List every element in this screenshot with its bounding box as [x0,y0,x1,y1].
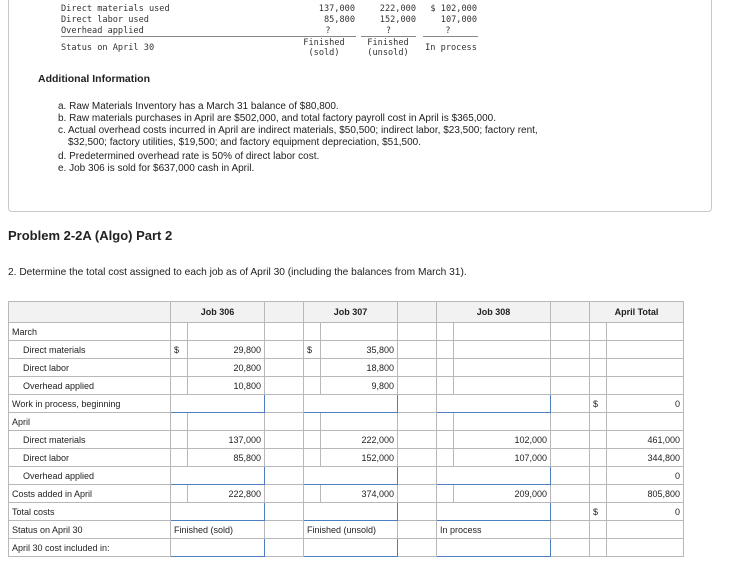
top-row-label-1: Direct labor used [61,15,149,25]
top-307-0: 222,000 [379,4,416,14]
cell-value: 10,800 [188,377,265,395]
cell-value: 0 [607,395,684,413]
top-row-label-0: Direct materials used [61,4,170,14]
cell-value: 461,000 [607,431,684,449]
wip-beginning-308-input[interactable] [437,395,551,413]
divider [61,36,301,37]
cell-value: 0 [607,503,684,521]
total-costs-308-input[interactable] [437,503,551,521]
cell-value: 137,000 [188,431,265,449]
row-label: Direct labor [9,449,171,467]
row-label: Direct labor [9,359,171,377]
divider [361,36,416,37]
row-label: Status on April 30 [9,521,171,539]
cell-value: 102,000 [454,431,551,449]
cell-value: 374,000 [321,485,398,503]
top-307-2: ? [385,26,392,36]
job-cost-table [8,301,684,557]
top-status-308: In process [425,43,477,53]
table-row [9,539,684,557]
top-306-2: ? [325,26,331,36]
header-april-total: April Total [590,302,684,323]
divider [301,36,356,37]
cell-value: 18,800 [321,359,398,377]
status-306: Finished (sold) [171,521,265,539]
top-status-306: Finished (sold) [303,38,345,58]
cell-value: 209,000 [454,485,551,503]
wip-beginning-307-input[interactable] [304,395,398,413]
info-item-c-cont: $32,500; factory utilities, $19,500; and factory equipment depreciation, $51,500. [68,137,422,148]
info-item-c: c. Actual overhead costs incurred in April are indirect materials, $50,500; indirect labor, $23,500; factory rent, [58,125,538,136]
row-label: Costs added in April [9,485,171,503]
table-row: Total costs $ 0 [9,503,684,521]
header-job-308: Job 308 [437,302,551,323]
cell-value: 152,000 [321,449,398,467]
top-status-307: Finished (unsold) [367,38,409,58]
cell-value: 85,800 [188,449,265,467]
top-308-0: $ 102,000 [430,4,477,14]
status-307: Finished (unsold) [304,521,398,539]
row-label: April [9,413,171,431]
table-row [9,359,684,377]
info-item-b: b. Raw materials purchases in April are $502,000, and total factory payroll cost in April is $365,000. [58,113,497,124]
top-306-1: 85,800 [323,15,355,25]
info-item-a: a. Raw Materials Inventory has a March 31 balance of $80,800. [58,101,339,112]
divider [423,36,478,37]
cell-value: 344,800 [607,449,684,467]
table-row [9,323,684,341]
cell-value: 29,800 [188,341,265,359]
table-row [9,485,684,503]
top-row-label-2: Overhead applied [61,26,144,36]
info-item-d: d. Predetermined overhead rate is 50% of direct labor cost. [58,151,320,162]
cell-value: 20,800 [188,359,265,377]
info-item-e: e. Job 306 is sold for $637,000 cash in April. [58,163,255,174]
row-label: March [9,323,171,341]
row-label: April 30 cost included in: [9,539,171,557]
table-row [9,377,684,395]
top-308-2: ? [445,26,451,36]
row-label: Overhead applied [9,467,171,485]
cell-value: 805,800 [607,485,684,503]
header-job-307: Job 307 [304,302,398,323]
total-costs-306-input[interactable] [171,503,265,521]
table-row: Work in process, beginning $ 0 [9,395,684,413]
table-row [9,431,684,449]
row-label: Overhead applied [9,377,171,395]
top-status-label: Status on April 30 [61,43,155,53]
cell-value: 35,800 [321,341,398,359]
overhead-307-input[interactable] [304,467,398,485]
table-row [9,467,684,485]
top-307-1: 152,000 [379,15,416,25]
row-label: Direct materials [9,431,171,449]
april30-308-select[interactable] [437,539,551,557]
cell-value: 9,800 [321,377,398,395]
april30-306-select[interactable] [171,539,265,557]
cell-value: 0 [607,467,684,485]
april30-307-select[interactable] [304,539,398,557]
question-text: 2. Determine the total cost assigned to each job as of April 30 (including the balances from March 31). [8,267,467,278]
table-header-row [9,302,684,323]
total-costs-307-input[interactable] [304,503,398,521]
table-row [9,413,684,431]
table-row [9,449,684,467]
row-label: Direct materials [9,341,171,359]
top-308-1: 107,000 [440,15,477,25]
table-row: Direct materials $ 29,800 $ 35,800 [9,341,684,359]
cell-value: 222,800 [188,485,265,503]
problem-title: Problem 2-2A (Algo) Part 2 [8,228,173,243]
additional-info-heading: Additional Information [38,73,150,85]
status-308: In process [437,521,551,539]
row-label: Work in process, beginning [9,395,171,413]
overhead-306-input[interactable] [171,467,265,485]
overhead-308-input[interactable] [437,467,551,485]
row-label: Total costs [9,503,171,521]
top-306-0: 137,000 [318,4,355,14]
wip-beginning-306-input[interactable] [171,395,265,413]
header-job-306: Job 306 [171,302,265,323]
cell-value: 222,000 [321,431,398,449]
table-row [9,521,684,539]
cell-value: 107,000 [454,449,551,467]
